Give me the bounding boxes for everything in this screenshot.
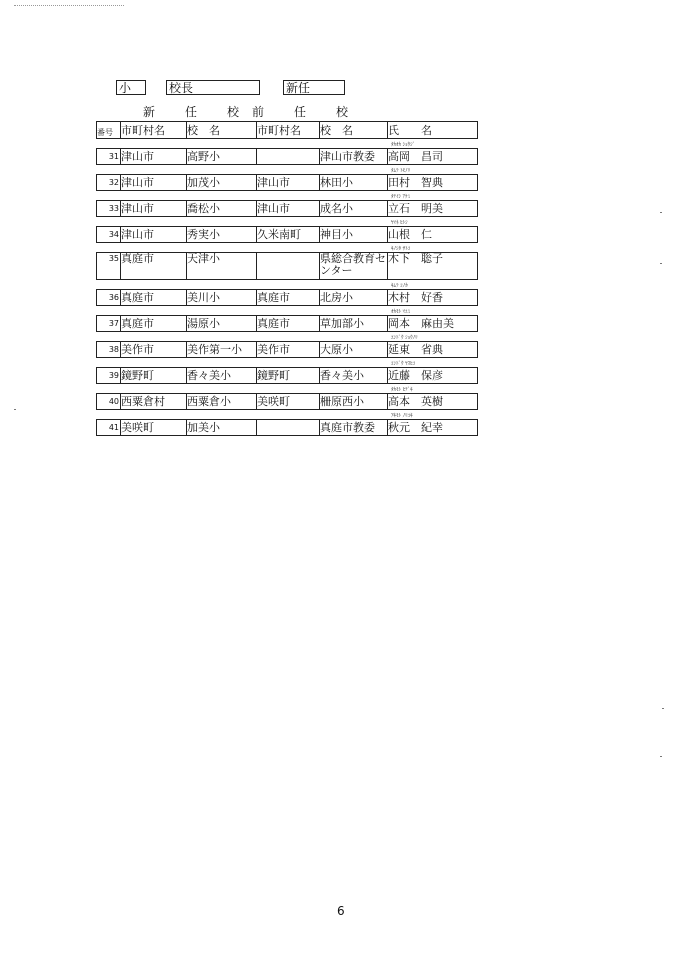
name-furigana: ﾀﾑﾗ ﾄﾓﾉﾘ bbox=[391, 168, 411, 174]
cell-new-city: 津山市 bbox=[120, 148, 186, 165]
name-furigana: ｱｷﾓﾄ ﾉﾘﾕｷ bbox=[391, 413, 413, 419]
cell-name: 秋元 紀幸 bbox=[387, 419, 478, 436]
cell-name: 延東 省典 bbox=[387, 341, 478, 358]
cell-new-city: 真庭市 bbox=[120, 252, 186, 280]
cell-new-school: 美川小 bbox=[186, 289, 256, 306]
position-box: 校長 bbox=[166, 80, 260, 95]
table-row bbox=[96, 393, 478, 410]
table-header-row bbox=[96, 121, 478, 139]
table-row bbox=[96, 200, 478, 217]
furigana-cell bbox=[96, 332, 478, 341]
cell-name: 高岡 昌司 bbox=[387, 148, 478, 165]
cell-new-school: 加美小 bbox=[186, 419, 256, 436]
cell-new-school: 高野小 bbox=[186, 148, 256, 165]
furigana-cell bbox=[96, 165, 478, 174]
cell-prev-school: 柵原西小 bbox=[319, 393, 387, 410]
furigana-cell bbox=[96, 191, 478, 200]
name-furigana: ﾀｶｵｶ ｼｮｳｼﾞ bbox=[391, 142, 416, 148]
cell-prev-school: 県総合教育センター bbox=[319, 252, 387, 280]
cell-prev-city bbox=[256, 252, 319, 280]
cell-prev-city: 鏡野町 bbox=[256, 367, 319, 384]
cell-prev-city: 津山市 bbox=[256, 200, 319, 217]
row-spacer bbox=[96, 165, 478, 174]
cell-prev-school: 成名小 bbox=[319, 200, 387, 217]
column-header-name: 氏 名 bbox=[387, 121, 478, 139]
cell-prev-school: 林田小 bbox=[319, 174, 387, 191]
cell-number: 31 bbox=[96, 148, 120, 165]
cell-new-school: 天津小 bbox=[186, 252, 256, 280]
name-furigana: ｴﾝﾄﾞｳ ｼｮｳﾉﾘ bbox=[391, 335, 418, 341]
cell-prev-school: 津山市教委 bbox=[319, 148, 387, 165]
page-number: 6 bbox=[337, 904, 345, 918]
cell-prev-school: 神目小 bbox=[319, 226, 387, 243]
name-furigana: ﾀｶﾓﾄ ﾋﾃﾞｷ bbox=[391, 387, 413, 393]
column-header-new-city: 市町村名 bbox=[120, 121, 186, 139]
cell-name: 近藤 保彦 bbox=[387, 367, 478, 384]
scan-speck bbox=[14, 409, 16, 410]
top-scan-line bbox=[14, 5, 124, 6]
table-row bbox=[96, 289, 478, 306]
cell-new-school: 湯原小 bbox=[186, 315, 256, 332]
cell-new-school: 美作第一小 bbox=[186, 341, 256, 358]
cell-prev-city bbox=[256, 148, 319, 165]
row-spacer bbox=[96, 243, 478, 252]
cell-name: 岡本 麻由美 bbox=[387, 315, 478, 332]
cell-new-city: 津山市 bbox=[120, 200, 186, 217]
cell-new-school: 加茂小 bbox=[186, 174, 256, 191]
name-furigana: ｺﾝﾄﾞｳ ﾔｽﾋｺ bbox=[391, 361, 416, 367]
cell-new-school: 喬松小 bbox=[186, 200, 256, 217]
table-row bbox=[96, 226, 478, 243]
cell-new-city: 津山市 bbox=[120, 226, 186, 243]
scan-speck bbox=[660, 756, 662, 757]
furigana-cell bbox=[96, 139, 478, 148]
row-spacer bbox=[96, 280, 478, 289]
table-row bbox=[96, 252, 478, 280]
cell-new-city: 西粟倉村 bbox=[120, 393, 186, 410]
appointment-status-box: 新任 bbox=[283, 80, 345, 95]
cell-prev-city: 美作市 bbox=[256, 341, 319, 358]
cell-new-school: 西粟倉小 bbox=[186, 393, 256, 410]
cell-prev-city: 真庭市 bbox=[256, 315, 319, 332]
name-furigana: ｷﾉｼﾀ ｻﾄｺ bbox=[391, 246, 411, 252]
cell-number: 35 bbox=[96, 252, 120, 280]
table-row bbox=[96, 174, 478, 191]
table-body bbox=[96, 139, 478, 436]
cell-new-city: 津山市 bbox=[120, 174, 186, 191]
cell-prev-city: 津山市 bbox=[256, 174, 319, 191]
cell-name: 高本 英樹 bbox=[387, 393, 478, 410]
column-header-number: 番号 bbox=[96, 121, 120, 139]
table-row bbox=[96, 367, 478, 384]
scan-speck bbox=[662, 708, 664, 709]
row-spacer bbox=[96, 358, 478, 367]
furigana-cell bbox=[96, 280, 478, 289]
scan-speck bbox=[660, 212, 662, 213]
furigana-cell bbox=[96, 410, 478, 419]
row-spacer bbox=[96, 191, 478, 200]
principal-roster-table bbox=[96, 121, 478, 436]
cell-prev-city bbox=[256, 419, 319, 436]
row-spacer bbox=[96, 306, 478, 315]
row-spacer bbox=[96, 384, 478, 393]
cell-prev-city: 美咲町 bbox=[256, 393, 319, 410]
name-furigana: ｷﾑﾗ ｺﾉｶ bbox=[391, 283, 408, 289]
cell-prev-school: 北房小 bbox=[319, 289, 387, 306]
cell-prev-city: 真庭市 bbox=[256, 289, 319, 306]
cell-number: 38 bbox=[96, 341, 120, 358]
cell-name: 木下 聡子 bbox=[387, 252, 478, 280]
cell-number: 34 bbox=[96, 226, 120, 243]
cell-prev-school: 香々美小 bbox=[319, 367, 387, 384]
cell-number: 39 bbox=[96, 367, 120, 384]
cell-new-city: 真庭市 bbox=[120, 289, 186, 306]
table-row bbox=[96, 341, 478, 358]
table-row bbox=[96, 419, 478, 436]
furigana-cell bbox=[96, 217, 478, 226]
furigana-cell bbox=[96, 384, 478, 393]
cell-prev-school: 草加部小 bbox=[319, 315, 387, 332]
furigana-cell bbox=[96, 358, 478, 367]
cell-new-school: 秀実小 bbox=[186, 226, 256, 243]
furigana-cell bbox=[96, 306, 478, 315]
row-spacer bbox=[96, 139, 478, 148]
cell-new-city: 鏡野町 bbox=[120, 367, 186, 384]
cell-new-city: 美作市 bbox=[120, 341, 186, 358]
column-header-prev-school: 校 名 bbox=[319, 121, 387, 139]
name-furigana: ｵｶﾓﾄ ﾏﾕﾐ bbox=[391, 309, 411, 315]
table-row bbox=[96, 315, 478, 332]
furigana-cell bbox=[96, 243, 478, 252]
cell-prev-school: 真庭市教委 bbox=[319, 419, 387, 436]
cell-new-school: 香々美小 bbox=[186, 367, 256, 384]
row-spacer bbox=[96, 410, 478, 419]
cell-number: 41 bbox=[96, 419, 120, 436]
cell-number: 40 bbox=[96, 393, 120, 410]
column-header-prev-city: 市町村名 bbox=[256, 121, 319, 139]
name-furigana: ﾀﾃｲｼ ｱｹﾐ bbox=[391, 194, 411, 200]
cell-number: 32 bbox=[96, 174, 120, 191]
name-furigana: ﾔﾏﾈ ﾋﾄｼ bbox=[391, 220, 408, 226]
cell-new-city: 真庭市 bbox=[120, 315, 186, 332]
school-level-box: 小 bbox=[116, 80, 146, 95]
column-header-new-school: 校 名 bbox=[186, 121, 256, 139]
previous-school-heading: 前 任 校 bbox=[252, 105, 358, 119]
cell-number: 33 bbox=[96, 200, 120, 217]
cell-name: 山根 仁 bbox=[387, 226, 478, 243]
cell-number: 37 bbox=[96, 315, 120, 332]
cell-new-city: 美咲町 bbox=[120, 419, 186, 436]
cell-name: 田村 智典 bbox=[387, 174, 478, 191]
cell-number: 36 bbox=[96, 289, 120, 306]
scan-speck bbox=[660, 263, 662, 264]
new-school-heading: 新 任 校 bbox=[143, 105, 249, 119]
row-spacer bbox=[96, 217, 478, 226]
cell-name: 木村 好香 bbox=[387, 289, 478, 306]
cell-prev-city: 久米南町 bbox=[256, 226, 319, 243]
row-spacer bbox=[96, 332, 478, 341]
cell-prev-school: 大原小 bbox=[319, 341, 387, 358]
table-row bbox=[96, 148, 478, 165]
cell-name: 立石 明美 bbox=[387, 200, 478, 217]
